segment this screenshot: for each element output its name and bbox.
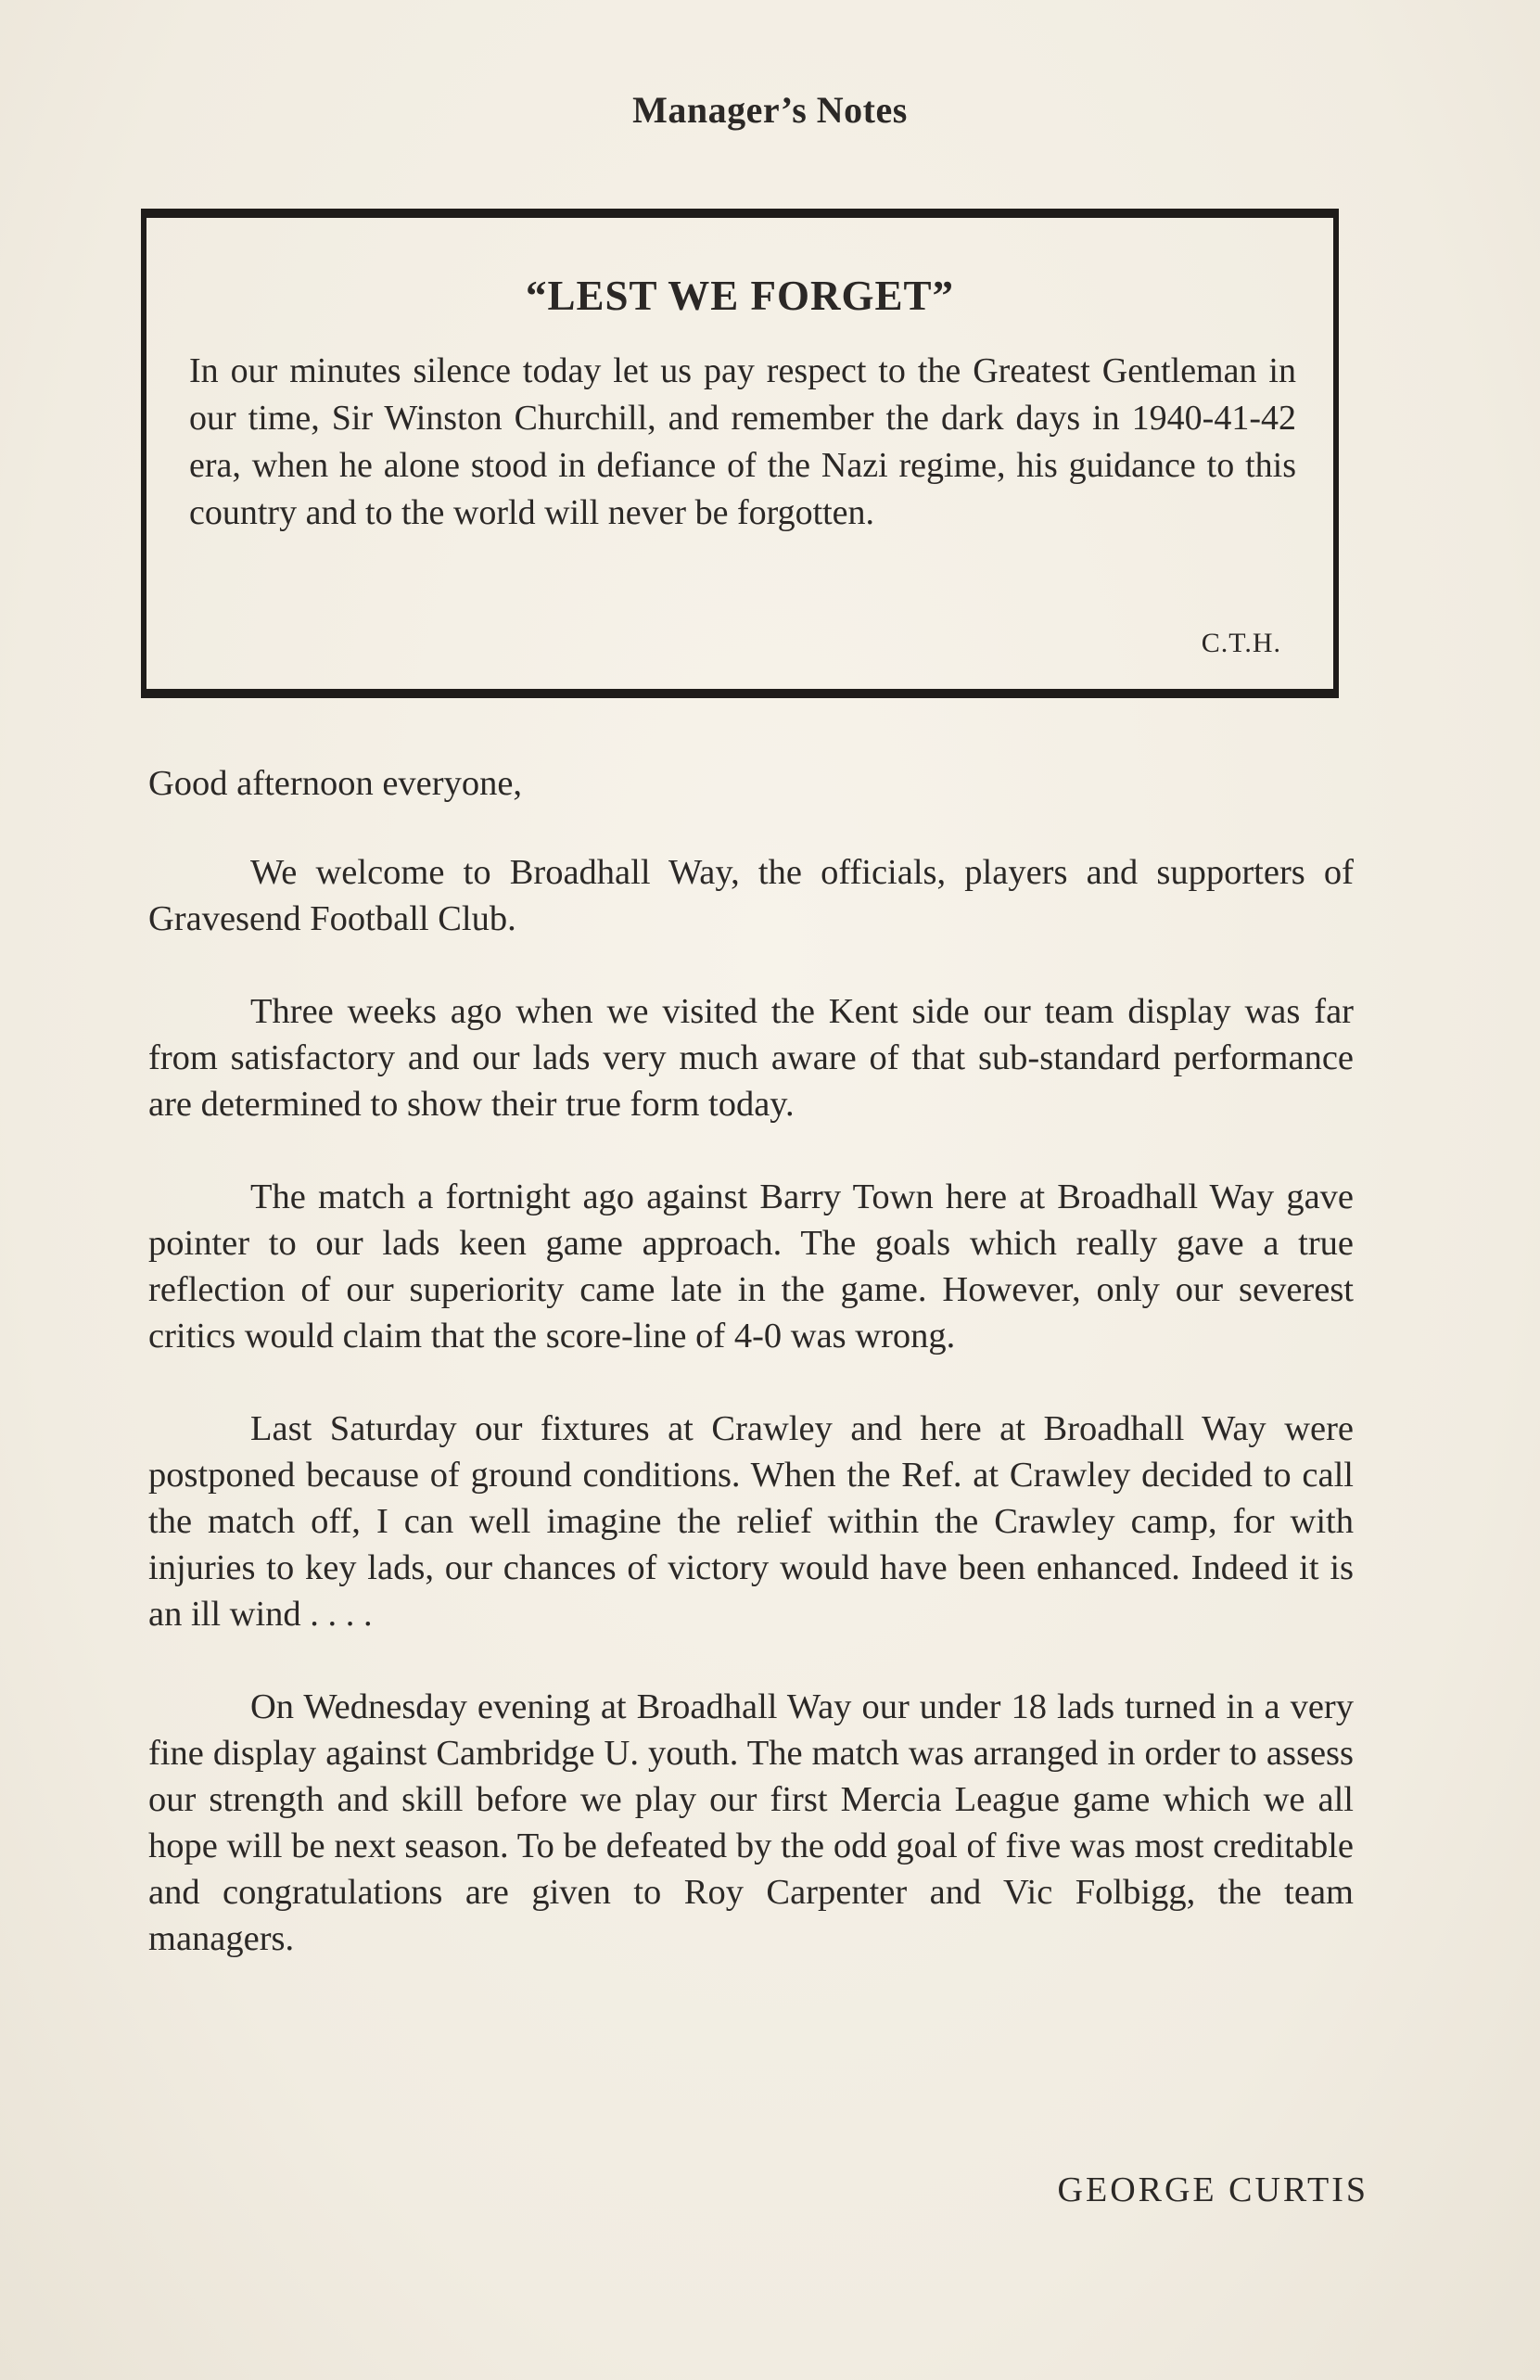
paragraph-postponed: Last Saturday our fixtures at Crawley and here at Broadhall Way were postponed because of ground conditions. When the Ref. at Crawley decided to call the match off, I can well imagine the relief within the Crawley camp, for with injuries to key lads, our chances of victory would have been enhanced. Indeed it is an ill wind . . . . [148,1409,1354,1634]
paragraph-kent-visit: Three weeks ago when we visited the Kent side our team display was far from satisfactory and our lads very much aware of that sub-standard performance are determined to show their true form today. [148,992,1354,1124]
tribute-signature: C.T.H. [1201,628,1281,658]
notes-body [148,760,1354,2008]
tribute-body: In our minutes silence today let us pay respect to the Greatest Gentleman in our time, Sir Winston Churchill, and remember the dark days in 1940-41-42 era, when he alone stood in defiance of the Nazi regime, his guidance to this country and to the world will never be forgotten. [189,351,1296,532]
page-heading: Manager’s Notes [632,89,908,131]
tribute-box [141,209,1339,698]
paragraph-youth-match: On Wednesday evening at Broadhall Way our under 18 lads turned in a very fine display against Cambridge U. youth. The match was arranged in order to assess our strength and skill before we play our first Mercia League game which we all hope will be next season. To be defeated by the odd goal of five was most creditable and congratulations are given to Roy Carpenter and Vic Folbigg, the team managers. [148,1687,1354,1958]
greeting: Good afternoon everyone, [148,764,523,803]
manager-signature: GEORGE CURTIS [1057,2170,1368,2209]
tribute-title: “LEST WE FORGET” [526,273,954,319]
paragraph-barry-town: The match a fortnight ago against Barry Town here at Broadhall Way gave pointer to our lads keen game approach. The goals which really gave a true reflection of our superiority came late in the game. However, only our severest critics would claim that the score-line of 4-0 was wrong. [148,1177,1354,1355]
paragraph-welcome: We welcome to Broadhall Way, the officials, players and supporters of Gravesend Football Club. [148,853,1354,938]
